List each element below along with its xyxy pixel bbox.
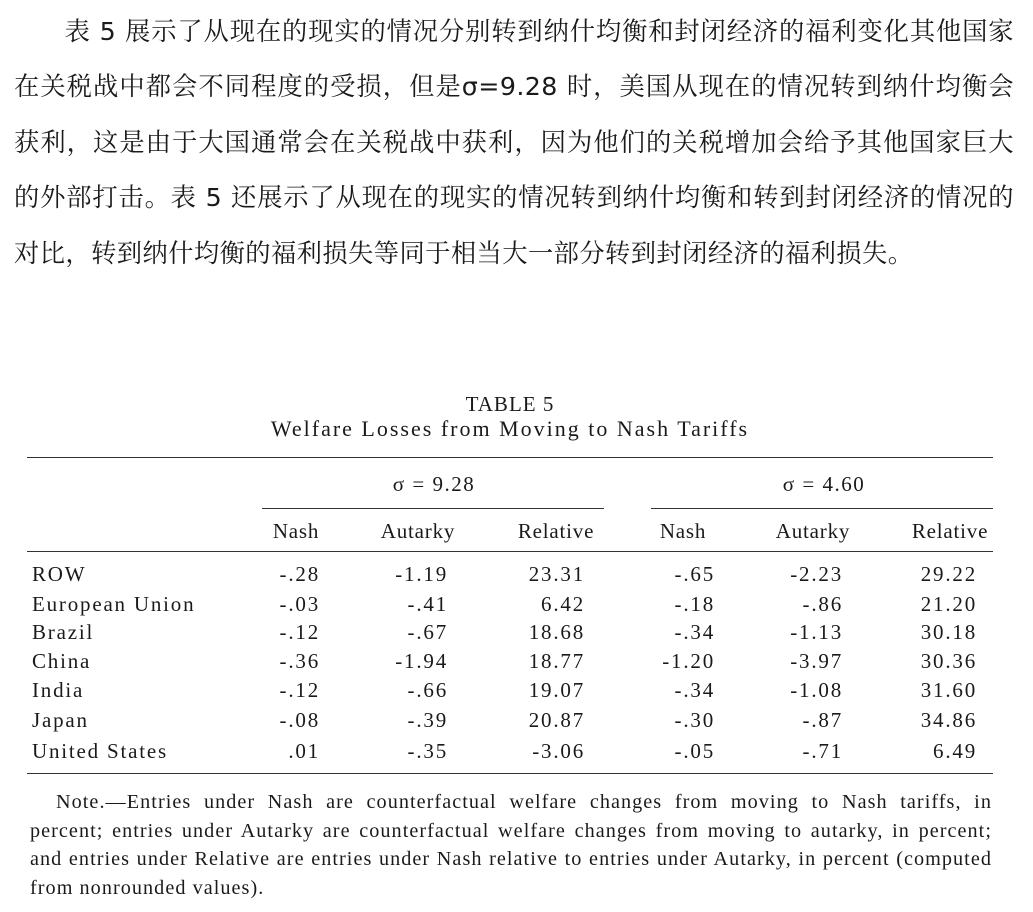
cell-nash-sigma-4-60: -.30 xyxy=(674,708,715,732)
cell-autarky-sigma-4-60: -1.08 xyxy=(790,678,843,702)
cell-autarky-sigma-4-60: -3.97 xyxy=(790,649,843,673)
cell-nash-sigma-4-60: -.18 xyxy=(674,592,715,616)
cell-nash-sigma-4-60: -.05 xyxy=(674,739,715,763)
row-country: India xyxy=(32,678,85,702)
cell-autarky-sigma-9-28: -.35 xyxy=(407,739,448,763)
column-header-nash-2: Nash xyxy=(659,519,707,543)
cell-relative-sigma-9-28: 19.07 xyxy=(528,678,585,702)
cell-relative-sigma-9-28: -3.06 xyxy=(532,739,585,763)
cell-relative-sigma-4-60: 29.22 xyxy=(920,562,977,586)
cell-nash-sigma-9-28: -.08 xyxy=(279,708,320,732)
cell-autarky-sigma-9-28: -.66 xyxy=(407,678,448,702)
row-country: Japan xyxy=(32,708,89,732)
table-row xyxy=(0,678,1033,707)
row-country: Brazil xyxy=(32,620,95,644)
cell-nash-sigma-4-60: -.34 xyxy=(674,678,715,702)
group-rule-sigma-9-28 xyxy=(262,508,604,509)
table-row xyxy=(0,649,1033,678)
table-row xyxy=(0,708,1033,737)
cell-nash-sigma-9-28: .01 xyxy=(288,739,320,763)
column-header-autarky-1: Autarky xyxy=(380,519,456,543)
cell-relative-sigma-9-28: 18.68 xyxy=(528,620,585,644)
cell-autarky-sigma-9-28: -.39 xyxy=(407,708,448,732)
cell-autarky-sigma-4-60: -1.13 xyxy=(790,620,843,644)
table-row xyxy=(0,620,1033,649)
cell-nash-sigma-4-60: -.34 xyxy=(674,620,715,644)
table-title: Welfare Losses from Moving to Nash Tariffs xyxy=(270,416,750,441)
cell-relative-sigma-4-60: 31.60 xyxy=(920,678,977,702)
cell-autarky-sigma-4-60: -.86 xyxy=(802,592,843,616)
cell-autarky-sigma-9-28: -1.19 xyxy=(395,562,448,586)
table-label: TABLE 5 xyxy=(465,392,555,416)
cell-relative-sigma-9-28: 23.31 xyxy=(528,562,585,586)
table-top-rule xyxy=(27,457,993,458)
cell-nash-sigma-9-28: -.12 xyxy=(279,620,320,644)
row-country: China xyxy=(32,649,92,673)
row-country: ROW xyxy=(32,562,87,586)
cell-nash-sigma-4-60: -.65 xyxy=(674,562,715,586)
cell-nash-sigma-9-28: -.36 xyxy=(279,649,320,673)
table-header-rule xyxy=(27,551,993,552)
cell-relative-sigma-4-60: 34.86 xyxy=(920,708,977,732)
cell-relative-sigma-9-28: 18.77 xyxy=(528,649,585,673)
table-row xyxy=(0,562,1033,591)
table-bottom-rule xyxy=(27,773,993,774)
cell-autarky-sigma-9-28: -.67 xyxy=(407,620,448,644)
cell-autarky-sigma-4-60: -2.23 xyxy=(790,562,843,586)
cell-autarky-sigma-4-60: -.87 xyxy=(802,708,843,732)
cell-autarky-sigma-9-28: -1.94 xyxy=(395,649,448,673)
cell-relative-sigma-4-60: 30.36 xyxy=(920,649,977,673)
cell-relative-sigma-4-60: 30.18 xyxy=(920,620,977,644)
cell-relative-sigma-9-28: 6.42 xyxy=(541,592,585,616)
cell-nash-sigma-9-28: -.12 xyxy=(279,678,320,702)
table-note: Note.—Entries under Nash are counterfactual welfare changes from moving to Nash tariffs, in percent; entries under Autarky are counterfactual welfare changes from moving to autarky, in percent; and entries under Relative are entries under Nash relative to entries under Autarky, in percent (computed from nonrounded values). xyxy=(30,791,992,899)
cell-relative-sigma-4-60: 21.20 xyxy=(920,592,977,616)
column-header-autarky-2: Autarky xyxy=(775,519,851,543)
body-paragraph: 表 5 展示了从现在的现实的情况分别转到纳什均衡和封闭经济的福利变化其他国家在关税战中都会不同程度的受损，但是σ=9.28 时，美国从现在的情况转到纳什均衡会获利，这是由于大国通常会在关税战中获利，因为他们的关税增加会给予其他国家巨大的外部打击。表 5 还展示了从现在的现实的情况转到纳什均衡和转到封闭经济的情况的对比，转到纳什均衡的福利损失等同于相当大一部分转到封闭经济的福利损失。 xyxy=(14,17,1014,268)
cell-relative-sigma-4-60: 6.49 xyxy=(933,739,977,763)
cell-autarky-sigma-9-28: -.41 xyxy=(407,592,448,616)
row-country: United States xyxy=(32,739,168,763)
column-header-relative-1: Relative xyxy=(517,519,595,543)
cell-nash-sigma-4-60: -1.20 xyxy=(662,649,715,673)
group-rule-sigma-4-60 xyxy=(651,508,993,509)
cell-nash-sigma-9-28: -.28 xyxy=(279,562,320,586)
row-country: European Union xyxy=(32,592,196,616)
table-row xyxy=(0,739,1033,768)
column-header-nash-1: Nash xyxy=(272,519,320,543)
table-row xyxy=(0,592,1033,621)
cell-autarky-sigma-4-60: -.71 xyxy=(802,739,843,763)
group-header-sigma-4-60: σ = 4.60 xyxy=(782,472,866,496)
column-header-relative-2: Relative xyxy=(911,519,989,543)
cell-nash-sigma-9-28: -.03 xyxy=(279,592,320,616)
group-header-sigma-9-28: σ = 9.28 xyxy=(392,472,476,496)
cell-relative-sigma-9-28: 20.87 xyxy=(528,708,585,732)
